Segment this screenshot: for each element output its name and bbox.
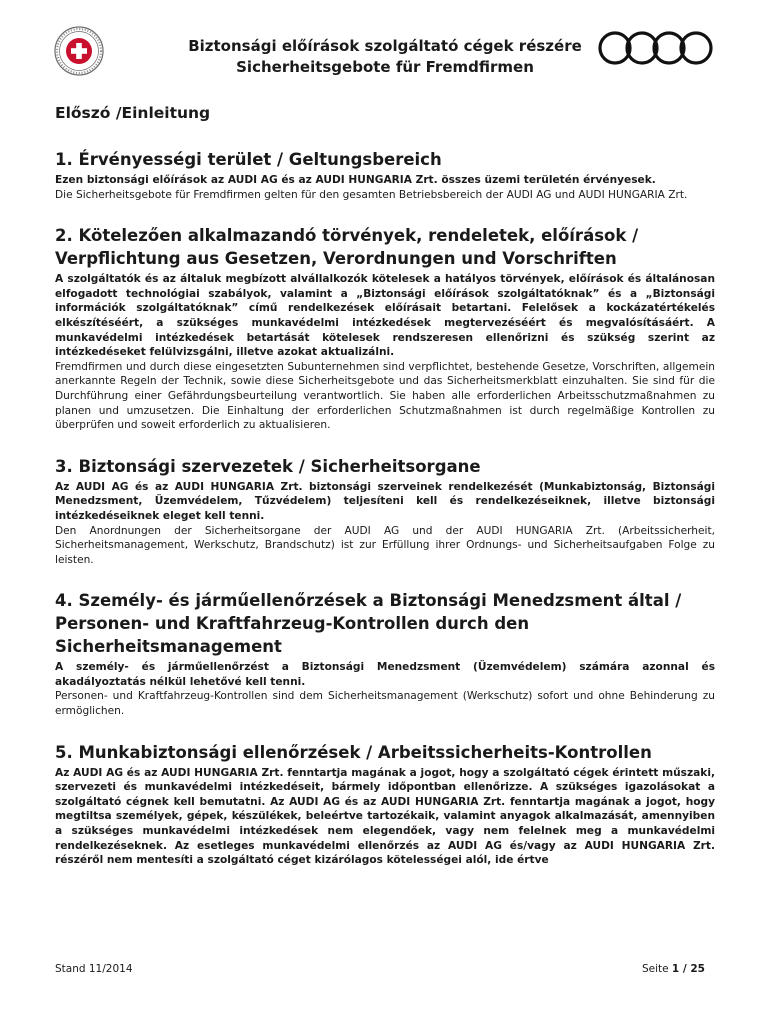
preface-heading: Előszó /Einleitung bbox=[55, 104, 211, 122]
page-number bbox=[642, 963, 705, 975]
heading-line: Sicherheitsmanagement bbox=[55, 637, 282, 657]
heading-line: 1. Érvényességi terület / Geltungsbereich bbox=[55, 150, 442, 169]
page-separator: / bbox=[679, 963, 691, 975]
heading-line: 5. Munkabiztonsági ellenőrzések / Arbeitssicherheits-Kontrollen bbox=[55, 742, 652, 762]
section-heading bbox=[55, 224, 715, 270]
heading-line: 2. Kötelezően alkalmazandó törvények, rendeletek, előírások / bbox=[55, 226, 639, 246]
paragraph-de: Fremdfirmen und durch diese eingesetzten Subunternehmen sind verpflichtet, bestehende Gesetze, Vorschriften, allgemein anerkannte Regeln der Technik, sowie diese Sicherheitsgebote und das Sicherheitsmerkblatt einzuhalten. Sie sind für die Durchführung einer Gefährdungsbeurteilung verantwortlich. Sie haben alle erforderlichen Arbeitsschutzmaßnahmen zu planen und umzusetzen. Die Einhaltung der erforderlichen Schutzmaßnahmen ist durch regelmäßige Kontrollen zu überprüfen und soweit erforderlich zu aktualisieren. bbox=[55, 360, 715, 432]
paragraph-hu: Az AUDI AG és az AUDI HUNGARIA Zrt. fenntartja magának a jogot, hogy a szolgáltató cégek érintett műszaki, szervezeti és munkavédelmi intézkedéseit, bármely időpontban ellenőrizze. A szükséges igazolásokat a szolgáltató cégnek kell bemutatni. Az AUDI AG és az AUDI HUNGARIA Zrt. fenntartja magának a jogot, hogy megtiltsa személyek, gépek, készülékek, beleértve tartozékaik, valamint anyagok alkalmazását, amennyiben a szükséges munkavédelmi intézkedések nem elegendőek, vagy nem felelnek meg a munkavédelmi rendelkezéseknek. Az esetleges munkavédelmi ellenőrzés az AUDI AG és/vagy az AUDI HUNGARIA Zrt. részéről nem mentesíti a szolgáltató céget kizárólagos kötelességei alól, ide értve bbox=[55, 766, 715, 867]
heading-line: 3. Biztonsági szervezetek / Sicherheitsorgane bbox=[55, 456, 481, 476]
section-heading bbox=[55, 589, 715, 658]
heading-line: Verpflichtung aus Gesetzen, Verordnungen und Vorschriften bbox=[55, 249, 617, 269]
page-total: 25 bbox=[690, 963, 705, 975]
safety-seal-icon bbox=[54, 26, 104, 76]
paragraph-hu: Az AUDI AG és az AUDI HUNGARIA Zrt. biztonsági szerveinek rendelkezését (Munkabiztonság, Biztonsági Menedzsment, Üzemvédelem, Tűzvédelem) teljesíteni kell és rendelkezéseiknek, illetve biztonsági intézkedéseiknek eleget kell tenni. bbox=[55, 480, 715, 522]
section-4 bbox=[55, 589, 715, 718]
paragraph-hu: A szolgáltatók és az általuk megbízott alvállalkozók kötelesek a hatályos törvények, előírások és általánosan elfogadott technológiai szabályok, valamint a „Biztonsági előírások szolgáltatóknak” és a „Biztonsági információk szolgáltatóknak” című rendelkezések előírásait betartani. Felelősek a kockázatértékelés elkészítéséért, a szükséges munkavédelmi intézkedések megtervezéséért és megvalósításáért. A munkavédelmi intézkedések betartását kötelesek rendszeresen ellenőrizni és szükség szerint az intézkedéseket felülvizsgálni, illetve azokat aktualizálni. bbox=[55, 273, 715, 359]
header-title-hu: Biztonsági előírások szolgáltató cégek részére bbox=[188, 37, 582, 55]
page-header bbox=[0, 0, 770, 90]
paragraph-de: Die Sicherheitsgebote für Fremdfirmen gelten für den gesamten Betriebsbereich der AUDI AG und AUDI HUNGARIA Zrt. bbox=[55, 188, 688, 201]
section-1 bbox=[55, 148, 715, 202]
section-2 bbox=[55, 224, 715, 433]
paragraph-de: Personen- und Kraftfahrzeug-Kontrollen sind dem Sicherheitsmanagement (Werkschutz) sofort und ohne Behinderung zu ermöglichen. bbox=[55, 690, 715, 718]
heading-line: 4. Személy- és járműellenőrzések a Biztonsági Menedzsment által / bbox=[55, 591, 682, 611]
heading-line: Personen- und Kraftfahrzeug-Kontrollen durch den bbox=[55, 614, 530, 634]
paragraph-de: Den Anordnungen der Sicherheitsorgane der AUDI AG und der AUDI HUNGARIA Zrt. (Arbeitssicherheit, Sicherheitsmanagement, Werkschutz, Brandschutz) ist zur Erfüllung ihrer Ordnungs- und Sicherheitsaufgaben Folge zu leisten. bbox=[55, 524, 715, 566]
section-3 bbox=[55, 455, 715, 568]
section-5 bbox=[55, 741, 715, 868]
paragraph-hu: Ezen biztonsági előírások az AUDI AG és az AUDI HUNGARIA Zrt. összes üzemi területén érvényesek. bbox=[55, 174, 656, 186]
page-current: 1 bbox=[671, 963, 680, 975]
header-title-de: Sicherheitsgebote für Fremdfirmen bbox=[236, 58, 534, 76]
paragraph-hu: A személy- és járműellenőrzést a Biztonsági Menedzsment (Üzemvédelem) számára azonnal és akadályoztatás nélkül lehetővé kell tenni. bbox=[55, 661, 715, 688]
audi-rings-logo bbox=[596, 30, 716, 66]
footer-stand: Stand 11/2014 bbox=[55, 963, 133, 975]
page-label: Seite bbox=[641, 963, 669, 975]
document-body bbox=[55, 104, 715, 890]
section-heading bbox=[55, 148, 715, 171]
section-heading bbox=[55, 741, 715, 764]
section-heading bbox=[55, 455, 715, 478]
